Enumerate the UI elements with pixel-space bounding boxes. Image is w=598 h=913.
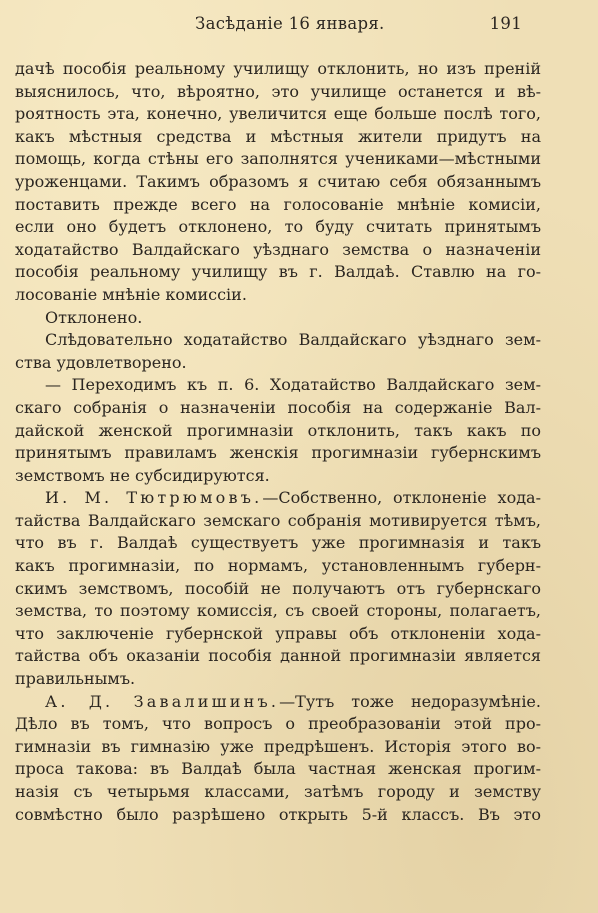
text-line: что въ г. Валдаѣ существуетъ уже прогимназія и такъ — [15, 533, 541, 553]
text-line: скаго собранія о назначеніи пособія на содержаніе Вал- — [15, 397, 541, 417]
text-line: совмѣстно было разрѣшено открыть 5-й классъ. Въ это — [15, 804, 541, 824]
text-line: правильнымъ. — [15, 669, 136, 689]
text-line: назія съ четырьмя классами, затѣмъ городу и земству — [15, 782, 541, 801]
text-line: земства, то поэтому комиссія, съ своей стороны, полагаетъ, — [15, 601, 541, 621]
body-text — [15, 58, 541, 826]
text-line: проса такова: въ Валдаѣ была частная женская прогим- — [15, 759, 541, 779]
text-line: Слѣдовательно ходатайство Валдайскаго уѣзднаго зем- — [45, 330, 541, 350]
speaker-name: А. Д. Завалишинъ. — [45, 691, 280, 711]
text-line: поставить прежде всего на голосованіе мнѣніе комисіи, — [15, 194, 541, 214]
text-line: если оно будетъ отклонено, то буду считать принятымъ — [15, 217, 541, 237]
speaker-remark: —Тутъ тоже недоразумѣніе. — [279, 691, 541, 711]
text-line: скимъ земствомъ, пособій не получаютъ отъ губернскаго — [15, 578, 541, 598]
text-line: Дѣло въ томъ, что вопросъ о преобразованіи этой про- — [15, 714, 541, 734]
text-line: роятность эта, конечно, увеличится еще больше послѣ того, — [15, 104, 541, 124]
text-line: выяснилось, что, вѣроятно, это училище останется и вѣ- — [15, 81, 541, 101]
speaker-remark: —Собственно, отклоненіе хода- — [262, 488, 541, 508]
text-line: ства удовлетворено. — [15, 352, 187, 372]
text-line: — Переходимъ къ п. 6. Ходатайство Валдайскаго зем- — [45, 375, 541, 395]
text-line: уроженцами. Такимъ образомъ я считаю себя обязаннымъ — [15, 171, 541, 191]
page-number: 191 — [489, 14, 522, 33]
text-line: тайства объ оказаніи пособія данной прогимназіи является — [15, 646, 541, 666]
text-line: что заключеніе губернской управы объ отклоненіи хода- — [15, 623, 541, 643]
text-line — [15, 691, 541, 714]
text-line: ходатайство Валдайскаго уѣзднаго земства о назначеніи — [15, 239, 541, 259]
text-line: принятымъ правиламъ женскія прогимназіи губернскимъ — [15, 443, 541, 463]
text-line: какъ прогимназіи, по нормамъ, установленнымъ губерн- — [15, 556, 541, 576]
running-title: Засѣданіе 16 января. — [195, 14, 385, 33]
text-line — [15, 487, 541, 510]
text-line: помощь, когда стѣны его заполнятся учениками—мѣстными — [15, 149, 541, 169]
speaker-name: И. М. Тютрюмовъ. — [45, 488, 263, 508]
text-line: пособія реальному училищу въ г. Валдаѣ. Ставлю на го- — [15, 262, 541, 282]
text-line: какъ мѣстныя средства и мѣстныя жители придутъ на — [15, 126, 541, 146]
text-line: гимназіи въ гимназію уже предрѣшенъ. Исторія этого во- — [15, 736, 541, 756]
text-line: земствомъ не субсидируются. — [15, 465, 270, 485]
text-line: лосованіе мнѣніе комиссіи. — [15, 284, 247, 304]
text-line: дайской женской прогимназіи отклонить, такъ какъ по — [15, 420, 541, 440]
text-line: Отклонено. — [45, 307, 143, 327]
text-line: дачѣ пособія реальному училищу отклонить, но изъ преній — [15, 59, 541, 78]
text-line: тайства Валдайскаго земскаго собранія мотивируется тѣмъ, — [15, 510, 541, 530]
running-header — [0, 14, 598, 40]
